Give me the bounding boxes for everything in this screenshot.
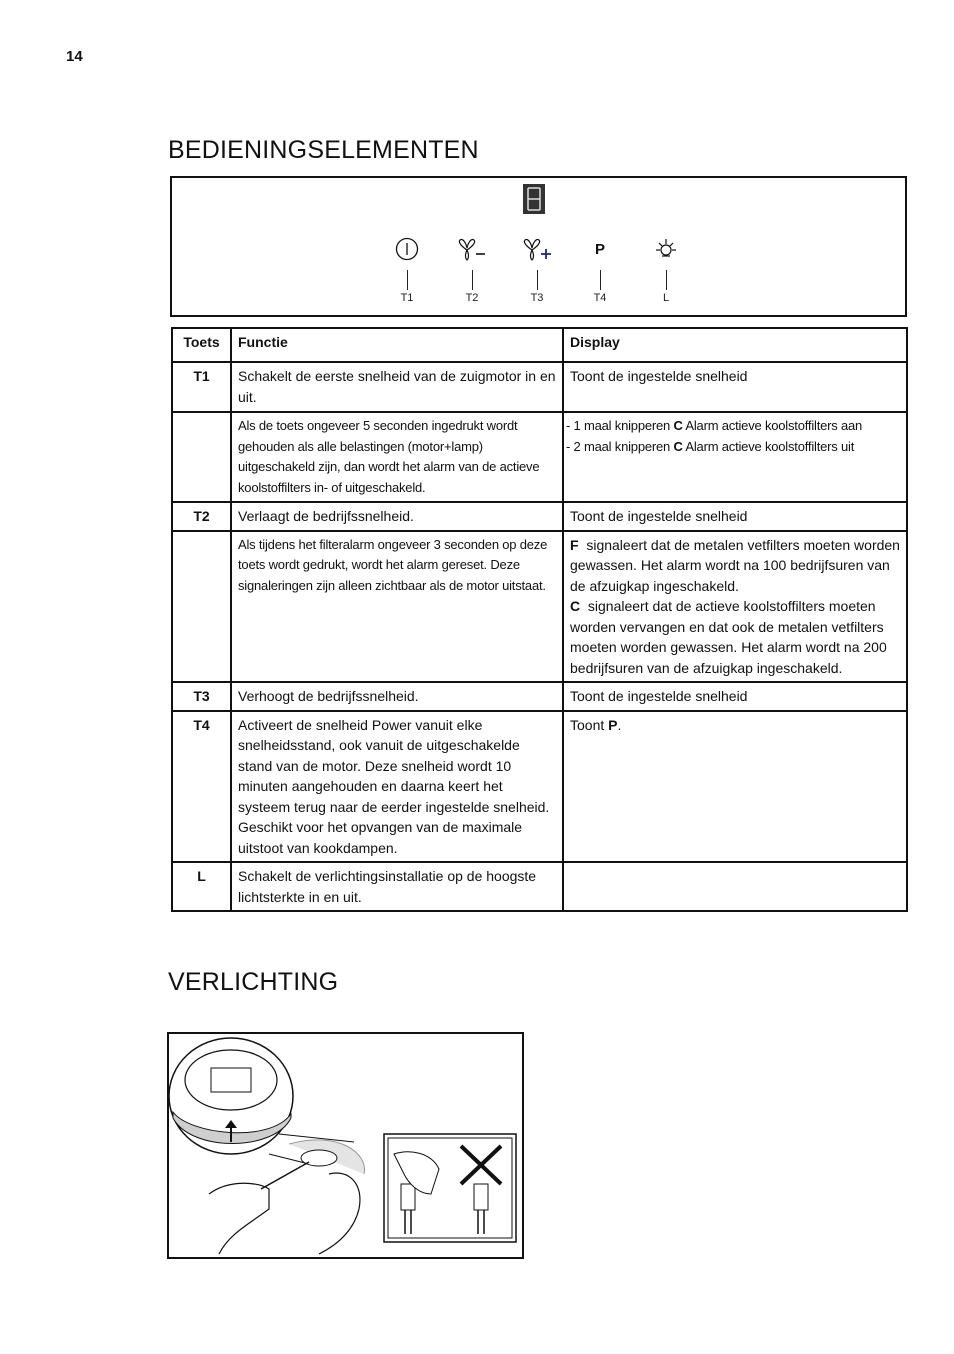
- table-row: [172, 531, 907, 683]
- display-line: - 2 maal knipperen C Alarm actieve koolstoffilters uit: [566, 438, 855, 454]
- row-display: [563, 412, 907, 502]
- row-display: [563, 862, 907, 911]
- button-t3: [515, 234, 559, 304]
- row-function: Als de toets ongeveer 5 seconden ingedrukt wordt gehouden als alle belastingen (motor+lamp) uitgeschakeld zijn, dan wordt het alarm van de actieve koolstoffilters in- of uitgeschakeld.: [231, 412, 563, 502]
- table-row: [172, 362, 907, 412]
- row-key: T3: [172, 682, 231, 711]
- seven-segment-display: [523, 184, 545, 214]
- lighting-heading: VERLICHTING: [168, 968, 339, 996]
- header-key: Toets: [172, 328, 231, 362]
- row-function: Schakelt de eerste snelheid van de zuigmotor in en uit.: [231, 362, 563, 412]
- row-key: T1: [172, 362, 231, 412]
- page-number: 14: [66, 48, 83, 65]
- header-function: Functie: [231, 328, 563, 362]
- row-display: Toont de ingestelde snelheid: [563, 362, 907, 412]
- button-t2: [450, 234, 494, 304]
- control-panel-diagram: [170, 176, 907, 317]
- button-l: [644, 234, 688, 304]
- table-header-row: [172, 328, 907, 362]
- row-key: T4: [172, 711, 231, 863]
- display-part: F signaleert dat de metalen vetfilters moeten worden gewassen. Het alarm wordt na 100 bedrijfsuren van de afzuigkap ingeschakeld.: [570, 536, 904, 594]
- display-line: - 1 maal knipperen C Alarm actieve koolstoffilters aan: [566, 418, 863, 433]
- button-label: T4: [593, 292, 607, 304]
- header-display: Display: [563, 328, 907, 362]
- power-boost-p-icon: P: [594, 240, 605, 258]
- fan-minus-icon: [450, 234, 494, 264]
- controls-heading: BEDIENINGSELEMENTEN: [168, 136, 479, 164]
- row-display: Toont de ingestelde snelheid: [563, 682, 907, 711]
- row-function: Verlaagt de bedrijfssnelheid.: [231, 502, 563, 531]
- lighting-illustration: [167, 1032, 524, 1259]
- row-display: Toont P.: [563, 711, 907, 863]
- row-key: L: [172, 862, 231, 911]
- power-icon: [385, 234, 429, 264]
- table-row: [172, 682, 907, 711]
- light-icon: [644, 234, 688, 264]
- row-key: [172, 531, 231, 683]
- controls-table: [171, 327, 908, 912]
- table-row: [172, 711, 907, 863]
- button-label: T2: [465, 292, 479, 304]
- button-t1: [385, 234, 429, 304]
- row-display: [563, 531, 907, 683]
- row-display: Toont de ingestelde snelheid: [563, 502, 907, 531]
- table-row: [172, 412, 907, 502]
- table-row: [172, 862, 907, 911]
- row-function: Schakelt de verlichtingsinstallatie op de hoogste lichtsterkte in en uit.: [231, 862, 563, 911]
- button-label: T3: [530, 292, 544, 304]
- button-t4: [578, 234, 622, 304]
- row-function: Als tijdens het filteralarm ongeveer 3 seconden op deze toets wordt gedrukt, wordt het alarm gereset. Deze signaleringen zijn alleen zichtbaar als de motor uitstaat.: [231, 531, 563, 683]
- row-key: [172, 412, 231, 502]
- row-function: Activeert de snelheid Power vanuit elke snelheidsstand, ook vanuit de uitgeschakelde stand van de motor. Deze snelheid wordt 10 minuten aangehouden en daarna keert het systeem terug naar de eerder ingestelde snelheid. Geschikt voor het opvangen van de maximale uitstoot van kookdampen.: [231, 711, 563, 863]
- row-key: T2: [172, 502, 231, 531]
- button-label: T1: [400, 292, 414, 304]
- button-label: L: [662, 292, 670, 304]
- fan-plus-icon: [515, 234, 559, 264]
- display-part: C signaleert dat de actieve koolstoffilters moeten worden vervangen en dat ook de metalen vetfilters moeten worden gewassen. Het alarm wordt na 200 bedrijfsuren van de afzuigkap ingeschakeld.: [570, 598, 891, 676]
- row-function: Verhoogt de bedrijfssnelheid.: [231, 682, 563, 711]
- table-row: [172, 502, 907, 531]
